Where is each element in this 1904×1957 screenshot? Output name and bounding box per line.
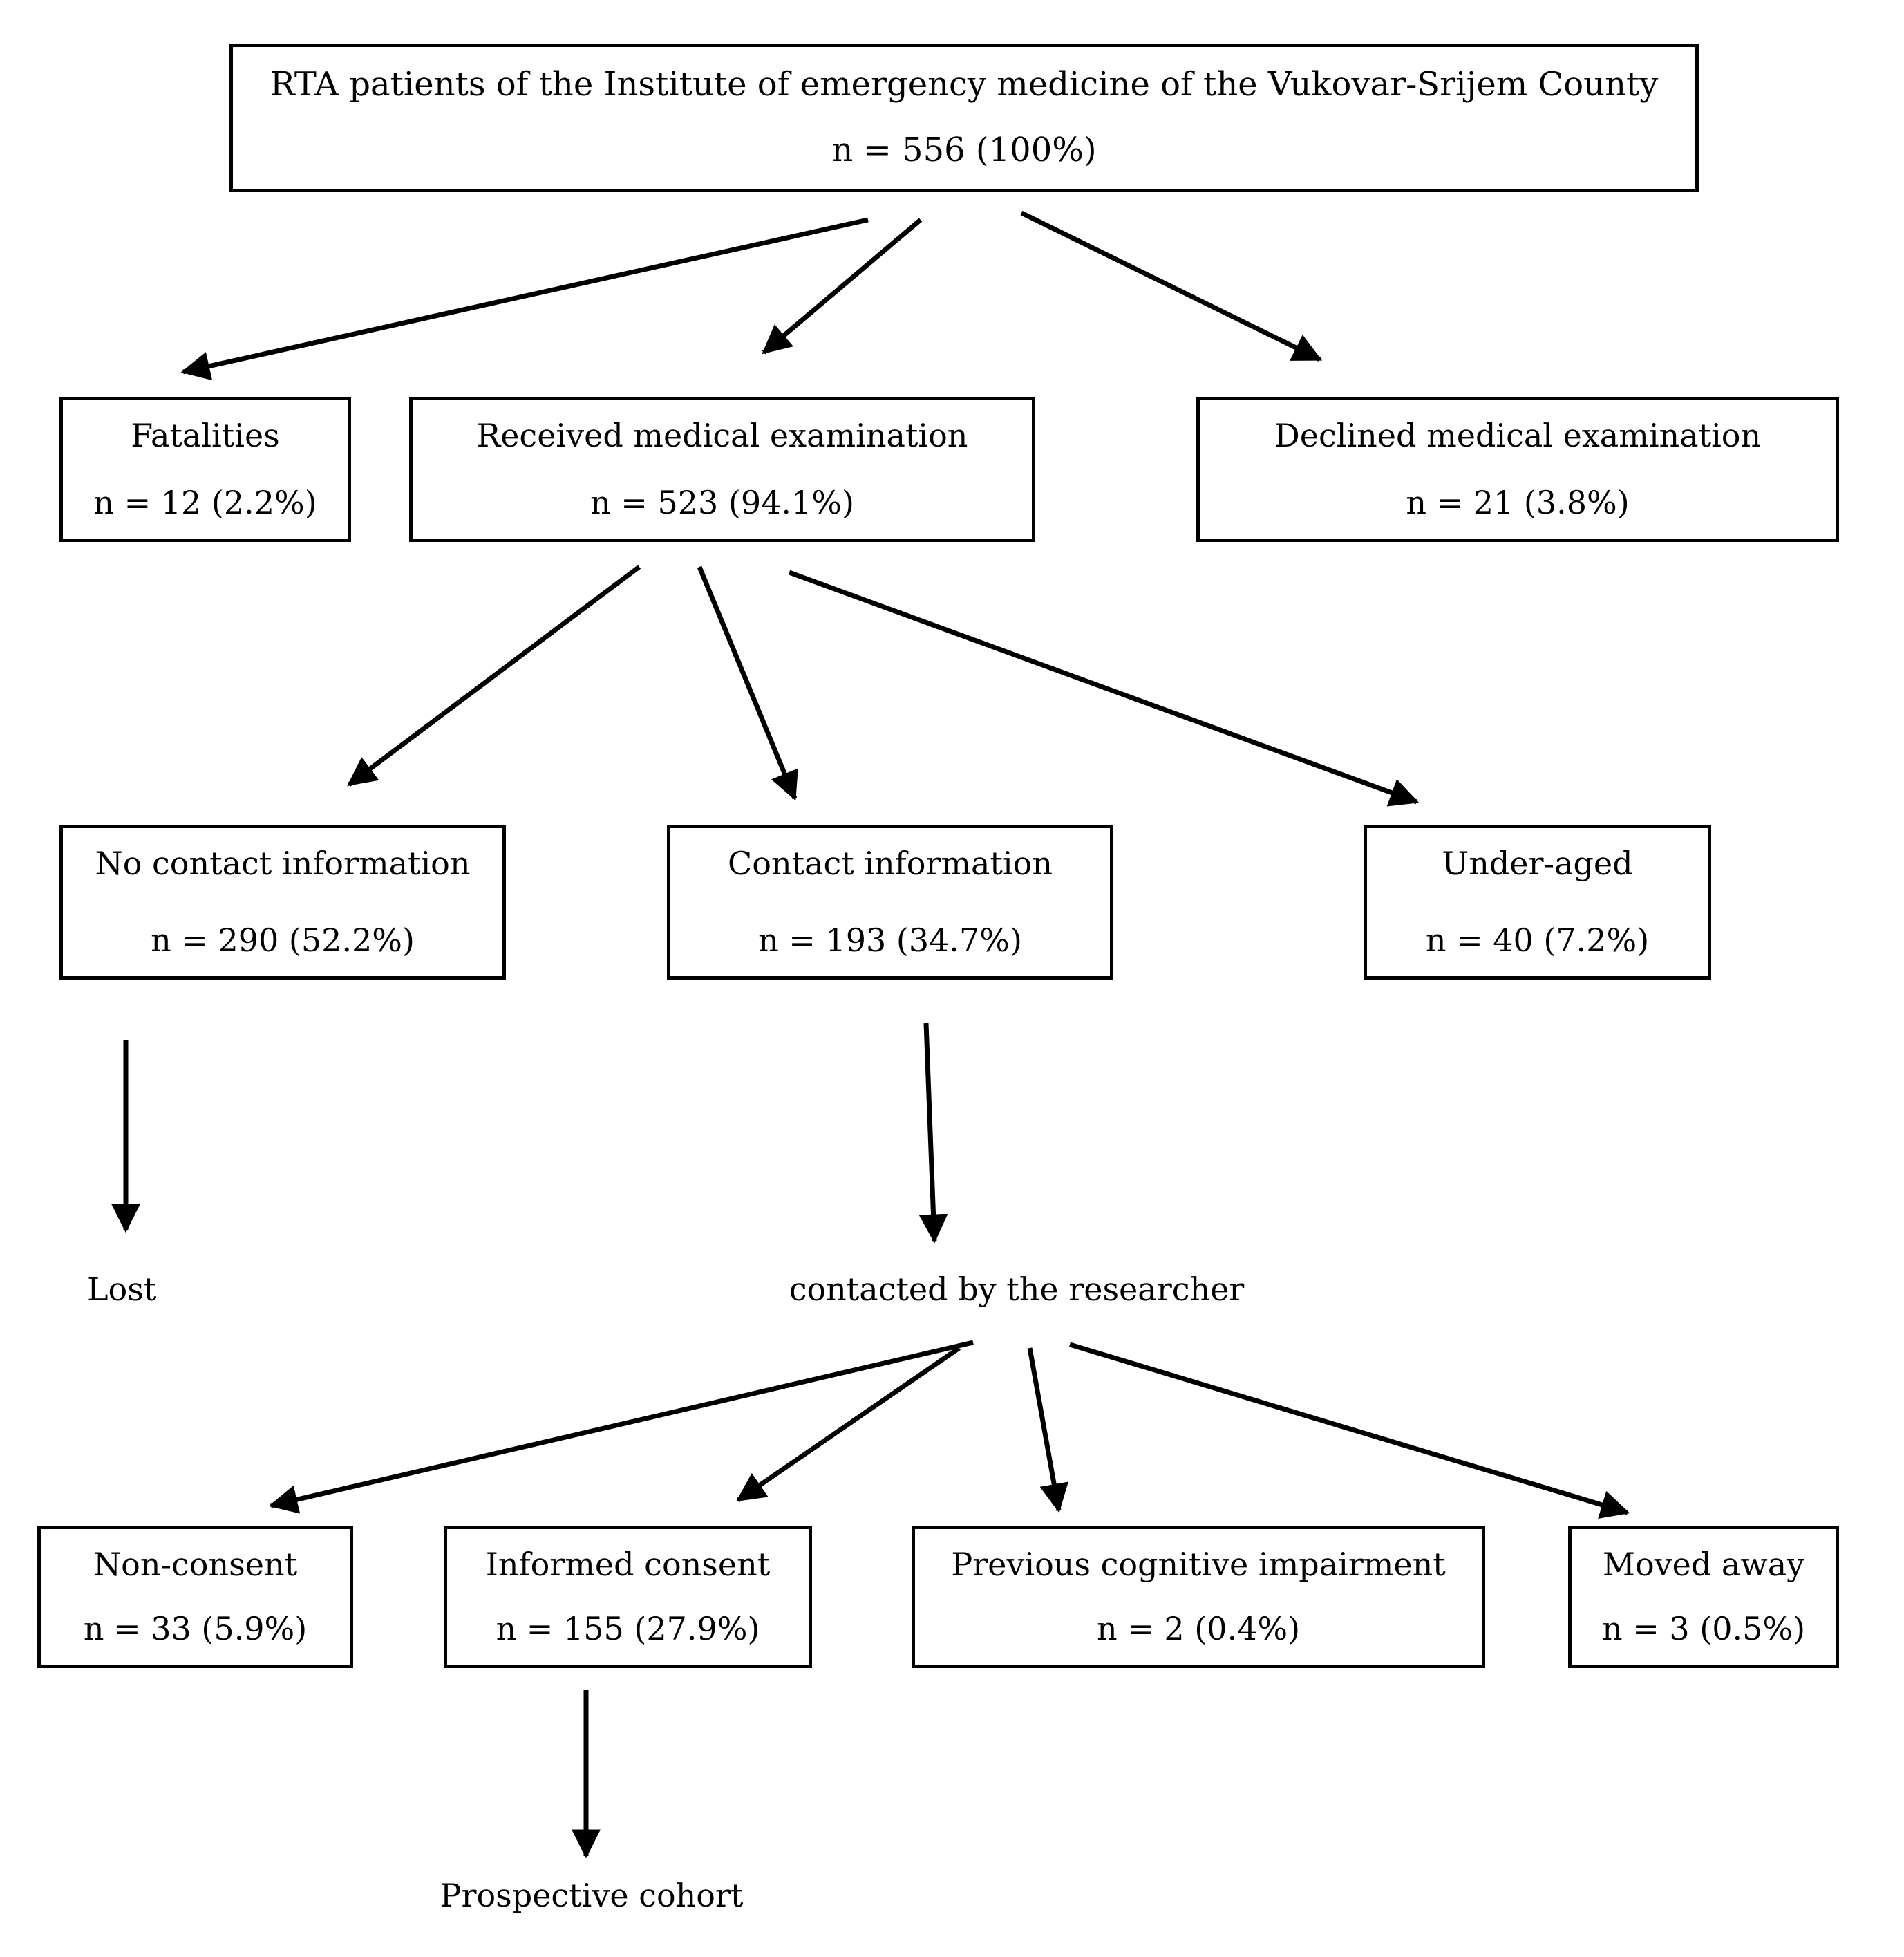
node-count: n = 12 (2.2%) bbox=[93, 483, 317, 521]
arrow-received-to-under-aged bbox=[789, 572, 1417, 802]
arrow-contact-to-contacted bbox=[926, 1023, 934, 1241]
node-label: Previous cognitive impairment bbox=[951, 1546, 1446, 1583]
arrow-contacted-to-cognitive-impairment bbox=[1030, 1348, 1059, 1510]
node-contact-information bbox=[667, 825, 1113, 980]
node-no-contact-information bbox=[59, 825, 506, 980]
node-count: n = 155 (27.9%) bbox=[496, 1609, 760, 1647]
node-label: Declined medical examination bbox=[1274, 417, 1762, 454]
label-prospective-cohort: Prospective cohort bbox=[440, 1877, 744, 1914]
node-label: Received medical examination bbox=[476, 417, 968, 454]
node-label: RTA patients of the Institute of emergency medicine of the Vukovar-Srijem County bbox=[270, 65, 1659, 104]
node-label: Non-consent bbox=[93, 1546, 298, 1583]
node-label: Fatalities bbox=[131, 417, 280, 454]
node-label: Moved away bbox=[1602, 1546, 1805, 1583]
node-label: No contact information bbox=[95, 845, 471, 882]
arrow-contacted-to-informed-consent bbox=[738, 1348, 959, 1500]
node-under-aged bbox=[1364, 825, 1711, 980]
arrow-root-to-declined bbox=[1021, 213, 1320, 359]
node-informed-consent bbox=[444, 1526, 812, 1668]
arrow-received-to-no-contact bbox=[349, 567, 639, 785]
arrow-received-to-contact bbox=[699, 567, 795, 798]
node-count: n = 33 (5.9%) bbox=[83, 1609, 308, 1647]
node-count: n = 290 (52.2%) bbox=[151, 921, 415, 959]
node-count: n = 523 (94.1%) bbox=[590, 483, 854, 521]
node-label: Informed consent bbox=[485, 1546, 771, 1583]
node-fatalities bbox=[59, 397, 351, 542]
node-count: n = 556 (100%) bbox=[831, 131, 1097, 170]
node-non-consent bbox=[37, 1526, 353, 1668]
node-label: Contact information bbox=[728, 845, 1053, 882]
node-previous-cognitive-impairment bbox=[912, 1526, 1485, 1668]
arrow-root-to-fatalities bbox=[183, 220, 868, 372]
arrow-root-to-received bbox=[764, 220, 921, 353]
node-received-medical-examination bbox=[409, 397, 1035, 542]
label-lost: Lost bbox=[87, 1271, 157, 1308]
node-count: n = 40 (7.2%) bbox=[1425, 921, 1650, 959]
label-contacted-by-researcher: contacted by the researcher bbox=[789, 1271, 1245, 1308]
node-rta-patients bbox=[229, 44, 1699, 192]
node-moved-away bbox=[1568, 1526, 1839, 1668]
node-declined-medical-examination bbox=[1196, 397, 1839, 542]
node-count: n = 3 (0.5%) bbox=[1601, 1609, 1806, 1647]
arrow-contacted-to-non-consent bbox=[271, 1342, 973, 1506]
arrow-contacted-to-moved-away bbox=[1070, 1345, 1628, 1513]
node-count: n = 193 (34.7%) bbox=[758, 921, 1022, 959]
node-count: n = 21 (3.8%) bbox=[1406, 483, 1630, 521]
node-label: Under-aged bbox=[1442, 845, 1633, 882]
node-count: n = 2 (0.4%) bbox=[1096, 1609, 1301, 1647]
